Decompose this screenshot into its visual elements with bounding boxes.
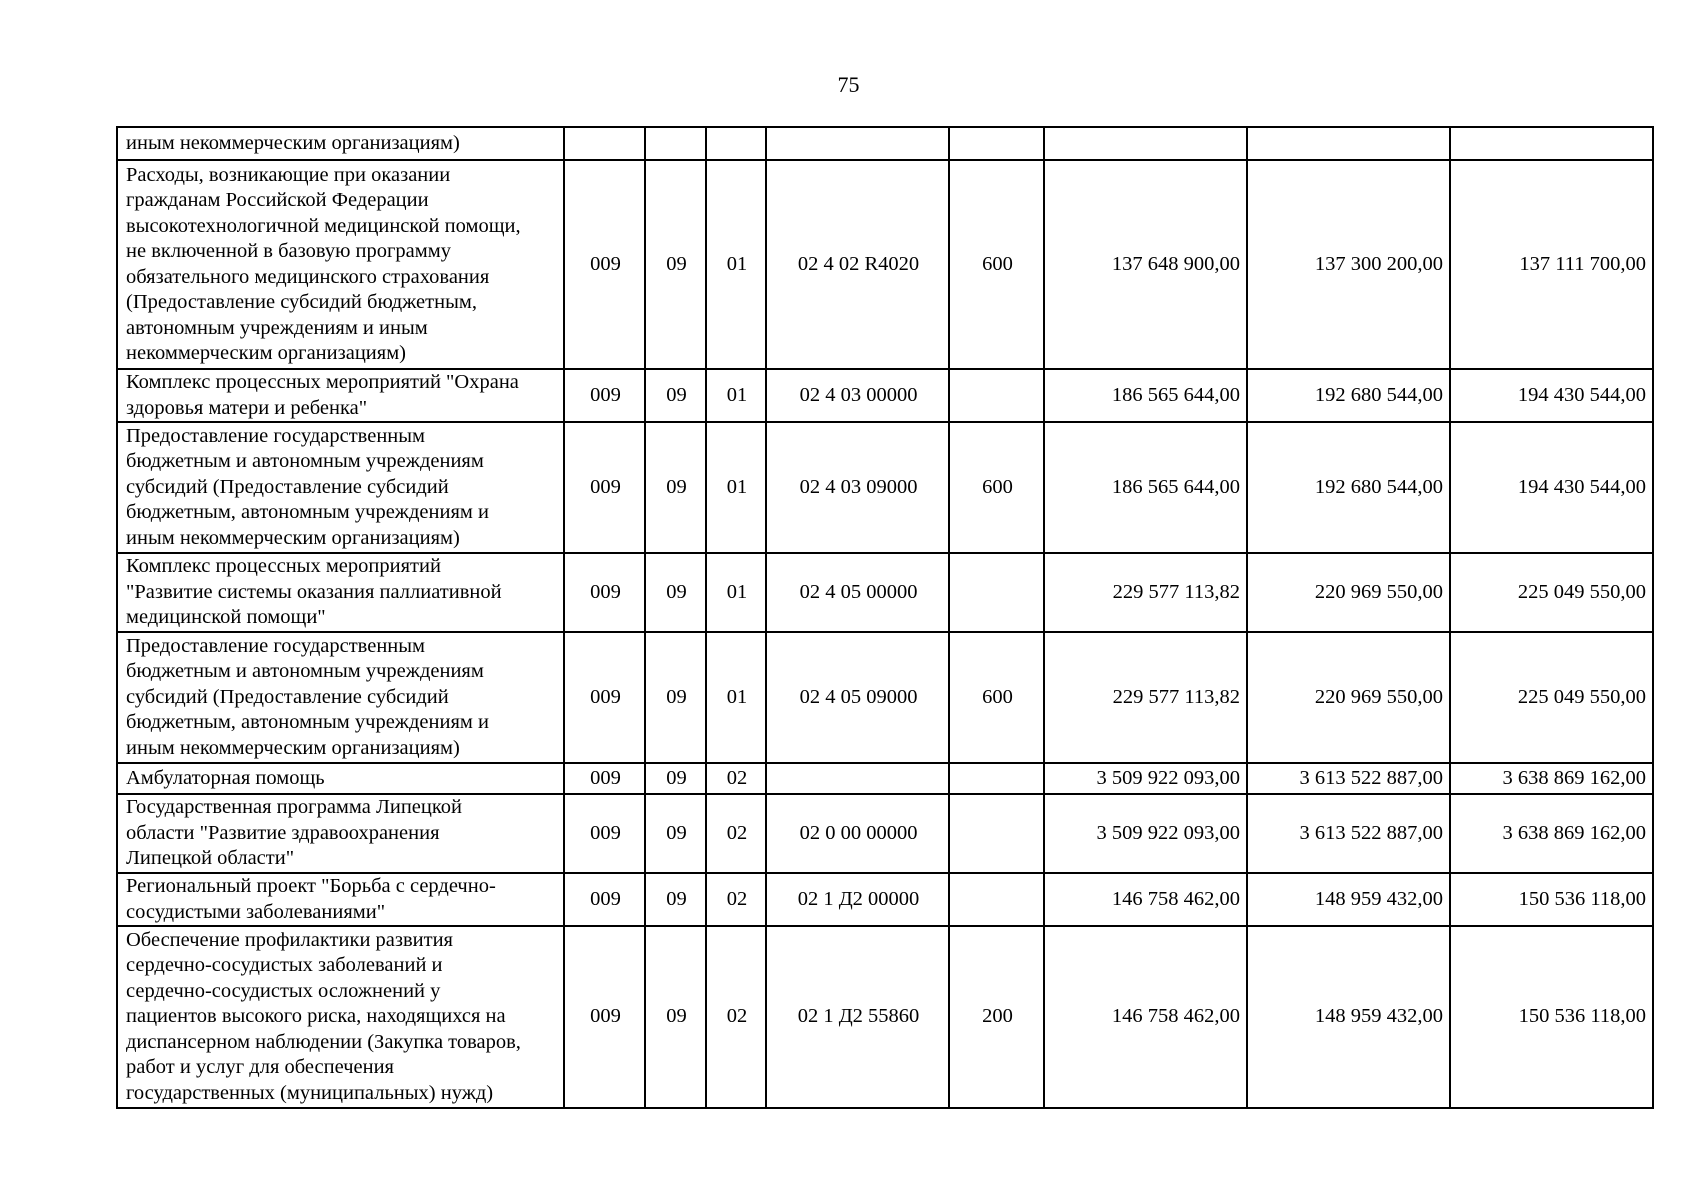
- table-row: [117, 794, 1653, 873]
- cell-rz: 09: [645, 553, 706, 632]
- cell-year2: 220 969 550,00: [1247, 632, 1450, 763]
- cell-rz: 09: [645, 926, 706, 1108]
- cell-vr: [949, 127, 1044, 160]
- cell-rz: 09: [645, 794, 706, 873]
- cell-rz: 09: [645, 422, 706, 553]
- cell-pr: 01: [706, 632, 766, 763]
- cell-pr: 01: [706, 422, 766, 553]
- cell-ved: [564, 127, 645, 160]
- cell-year3: 3 638 869 162,00: [1450, 763, 1653, 794]
- cell-pr: [706, 127, 766, 160]
- cell-year3: 194 430 544,00: [1450, 422, 1653, 553]
- cell-vr: [949, 873, 1044, 926]
- cell-csr: 02 0 00 00000: [766, 794, 949, 873]
- cell-year1: [1044, 127, 1247, 160]
- table-body: [117, 127, 1653, 1108]
- table-row: [117, 160, 1653, 369]
- cell-year2: 192 680 544,00: [1247, 369, 1450, 422]
- page-number: 75: [837, 72, 860, 97]
- cell-pr: 02: [706, 926, 766, 1108]
- cell-year2: 3 613 522 887,00: [1247, 794, 1450, 873]
- cell-ved: 009: [564, 553, 645, 632]
- row-name: Предоставление государственным бюджетным и автономным учреждениям субсидий (Предоставление субсидий бюджетным, автономным учреждениям и иным некоммерческим организациям): [117, 632, 564, 763]
- cell-csr: 02 1 Д2 55860: [766, 926, 949, 1108]
- cell-year3: 194 430 544,00: [1450, 369, 1653, 422]
- cell-pr: 02: [706, 873, 766, 926]
- table-row: [117, 763, 1653, 794]
- cell-ved: 009: [564, 873, 645, 926]
- cell-year2: 148 959 432,00: [1247, 873, 1450, 926]
- cell-vr: [949, 763, 1044, 794]
- cell-year1: 186 565 644,00: [1044, 369, 1247, 422]
- table-row: [117, 926, 1653, 1108]
- cell-year2: 148 959 432,00: [1247, 926, 1450, 1108]
- table-row: [117, 422, 1653, 553]
- cell-year3: 225 049 550,00: [1450, 632, 1653, 763]
- row-name: Обеспечение профилактики развития сердечно-сосудистых заболеваний и сердечно-сосудистых осложнений у пациентов высокого риска, находящихся на диспансерном наблюдении (Закупка товаров, работ и услуг для обеспечения государственных (муниципальных) нужд): [117, 926, 564, 1108]
- cell-year3: 150 536 118,00: [1450, 873, 1653, 926]
- cell-year2: 3 613 522 887,00: [1247, 763, 1450, 794]
- cell-year2: 137 300 200,00: [1247, 160, 1450, 369]
- table-row: [117, 632, 1653, 763]
- cell-csr: [766, 763, 949, 794]
- cell-ved: 009: [564, 160, 645, 369]
- row-name: Амбулаторная помощь: [117, 763, 564, 794]
- cell-rz: 09: [645, 873, 706, 926]
- cell-ved: 009: [564, 422, 645, 553]
- cell-year1: 229 577 113,82: [1044, 632, 1247, 763]
- cell-rz: [645, 127, 706, 160]
- cell-rz: 09: [645, 369, 706, 422]
- cell-rz: 09: [645, 763, 706, 794]
- cell-year2: 220 969 550,00: [1247, 553, 1450, 632]
- cell-year3: 3 638 869 162,00: [1450, 794, 1653, 873]
- cell-pr: 02: [706, 763, 766, 794]
- cell-csr: 02 4 02 R4020: [766, 160, 949, 369]
- cell-csr: 02 4 05 09000: [766, 632, 949, 763]
- row-name: Расходы, возникающие при оказании гражданам Российской Федерации высокотехнологичной медицинской помощи, не включенной в базовую программу обязательного медицинского страхования (Предоставление субсидий бюджетным, автономным учреждениям и иным некоммерческим организациям): [117, 160, 564, 369]
- table-row: [117, 369, 1653, 422]
- cell-csr: [766, 127, 949, 160]
- row-name: Предоставление государственным бюджетным и автономным учреждениям субсидий (Предоставление субсидий бюджетным, автономным учреждениям и иным некоммерческим организациям): [117, 422, 564, 553]
- cell-pr: 02: [706, 794, 766, 873]
- table-row: [117, 127, 1653, 160]
- cell-year1: 146 758 462,00: [1044, 926, 1247, 1108]
- cell-csr: 02 4 03 00000: [766, 369, 949, 422]
- cell-year1: 3 509 922 093,00: [1044, 794, 1247, 873]
- budget-table: [116, 126, 1654, 1109]
- table-row: [117, 553, 1653, 632]
- cell-year1: 3 509 922 093,00: [1044, 763, 1247, 794]
- cell-vr: [949, 369, 1044, 422]
- cell-vr: [949, 794, 1044, 873]
- cell-year1: 229 577 113,82: [1044, 553, 1247, 632]
- cell-rz: 09: [645, 160, 706, 369]
- cell-vr: 600: [949, 422, 1044, 553]
- cell-pr: 01: [706, 553, 766, 632]
- cell-year2: 192 680 544,00: [1247, 422, 1450, 553]
- cell-year3: [1450, 127, 1653, 160]
- cell-vr: 200: [949, 926, 1044, 1108]
- cell-csr: 02 1 Д2 00000: [766, 873, 949, 926]
- cell-ved: 009: [564, 369, 645, 422]
- cell-ved: 009: [564, 763, 645, 794]
- cell-ved: 009: [564, 926, 645, 1108]
- row-name: иным некоммерческим организациям): [117, 127, 564, 160]
- cell-ved: 009: [564, 794, 645, 873]
- cell-year3: 150 536 118,00: [1450, 926, 1653, 1108]
- row-name: Региональный проект "Борьба с сердечно- сосудистыми заболеваниями": [117, 873, 564, 926]
- cell-year3: 137 111 700,00: [1450, 160, 1653, 369]
- cell-year1: 146 758 462,00: [1044, 873, 1247, 926]
- row-name: Комплекс процессных мероприятий "Развитие системы оказания паллиативной медицинской помощи": [117, 553, 564, 632]
- cell-csr: 02 4 05 00000: [766, 553, 949, 632]
- cell-vr: 600: [949, 632, 1044, 763]
- cell-year2: [1247, 127, 1450, 160]
- cell-year1: 137 648 900,00: [1044, 160, 1247, 369]
- cell-year1: 186 565 644,00: [1044, 422, 1247, 553]
- cell-vr: 600: [949, 160, 1044, 369]
- cell-vr: [949, 553, 1044, 632]
- cell-csr: 02 4 03 09000: [766, 422, 949, 553]
- cell-rz: 09: [645, 632, 706, 763]
- cell-pr: 01: [706, 369, 766, 422]
- cell-pr: 01: [706, 160, 766, 369]
- cell-year3: 225 049 550,00: [1450, 553, 1653, 632]
- row-name: Государственная программа Липецкой области "Развитие здравоохранения Липецкой области": [117, 794, 564, 873]
- row-name: Комплекс процессных мероприятий "Охрана здоровья матери и ребенка": [117, 369, 564, 422]
- cell-ved: 009: [564, 632, 645, 763]
- table-row: [117, 873, 1653, 926]
